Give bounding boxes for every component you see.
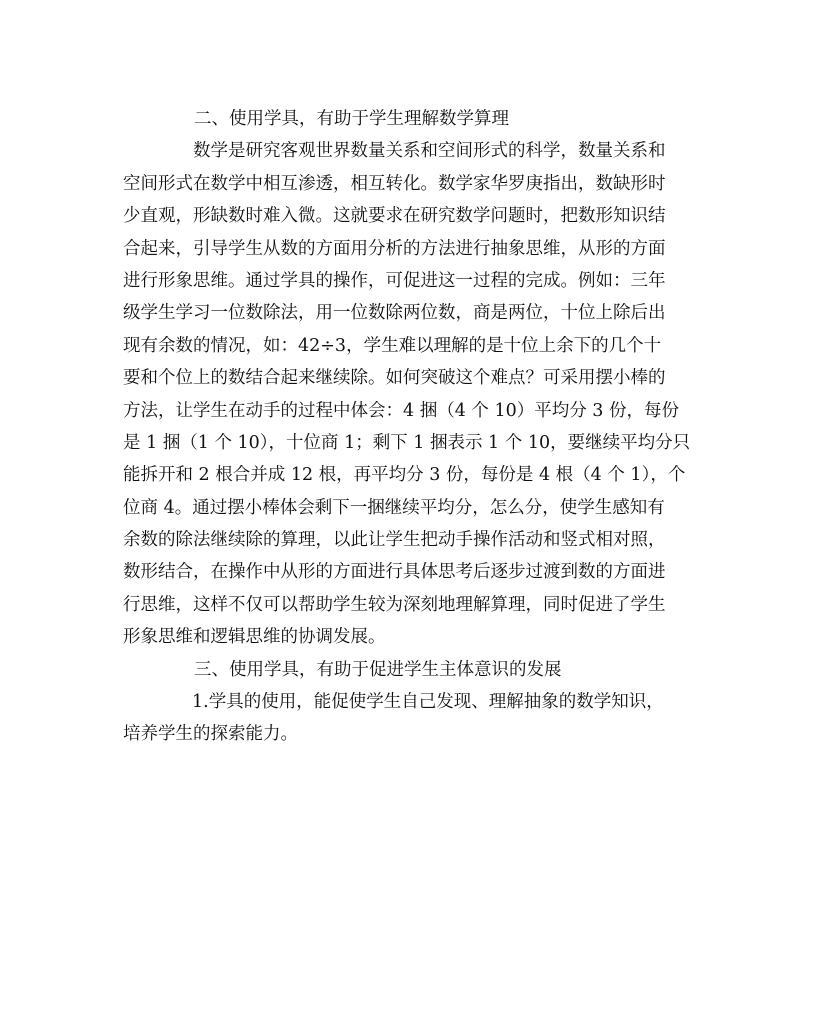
paragraph-line: 形象思维和逻辑思维的协调发展。 <box>123 627 386 648</box>
paragraph-line: 是 1 捆（1 个 10），十位商 1；剩下 1 捆表示 1 个 10，要继续平均分只 <box>123 432 691 453</box>
paragraph-line: 合起来，引导学生从数的方面用分析的方法进行抽象思维，从形的方面 <box>123 238 666 259</box>
paragraph-line: 现有余数的情况，如：42÷3，学生难以理解的是十位上余下的几个十 <box>123 335 662 356</box>
document-body <box>123 103 697 751</box>
paragraph-line: 级学生学习一位数除法，用一位数除两位数，商是两位，十位上除后出 <box>123 303 666 324</box>
paragraph-line: 1.学具的使用，能促使学生自己发现、理解抽象的数学知识， <box>192 692 664 713</box>
paragraph-line: 空间形式在数学中相互渗透，相互转化。数学家华罗庚指出，数缺形时 <box>123 173 666 194</box>
paragraph-line: 方法，让学生在动手的过程中体会：4 捆（4 个 10）平均分 3 份，每份 <box>123 400 679 421</box>
paragraph-line: 少直观，形缺数时难入微。这就要求在研究数学问题时，把数形知识结 <box>123 206 666 227</box>
paragraph-line: 培养学生的探索能力。 <box>123 724 298 745</box>
paragraph-line: 位商 4。通过摆小棒体会剩下一捆继续平均分，怎么分，使学生感知有 <box>123 497 665 518</box>
paragraph-line: 行思维，这样不仅可以帮助学生较为深刻地理解算理，同时促进了学生 <box>123 594 666 615</box>
paragraph-line: 进行形象思维。通过学具的操作，可促进这一过程的完成。例如：三年 <box>123 270 666 291</box>
paragraph-line: 数形结合，在操作中从形的方面进行具体思考后逐步过渡到数的方面进 <box>123 562 666 583</box>
paragraph-line: 数学是研究客观世界数量关系和空间形式的科学，数量关系和 <box>193 141 666 162</box>
paragraph-line: 要和个位上的数结合起来继续除。如何突破这个难点？可采用摆小棒的 <box>123 368 666 389</box>
paragraph-line: 能拆开和 2 根合并成 12 根，再平均分 3 份，每份是 4 根（4 个 1），个 <box>123 465 686 486</box>
section-heading-2: 二、使用学具，有助于学生理解数学算理 <box>194 109 509 129</box>
section-heading-3: 三、使用学具，有助于促进学生主体意识的发展 <box>194 659 562 680</box>
paragraph-line: 余数的除法继续除的算理，以此让学生把动手操作活动和竖式相对照， <box>123 530 666 551</box>
